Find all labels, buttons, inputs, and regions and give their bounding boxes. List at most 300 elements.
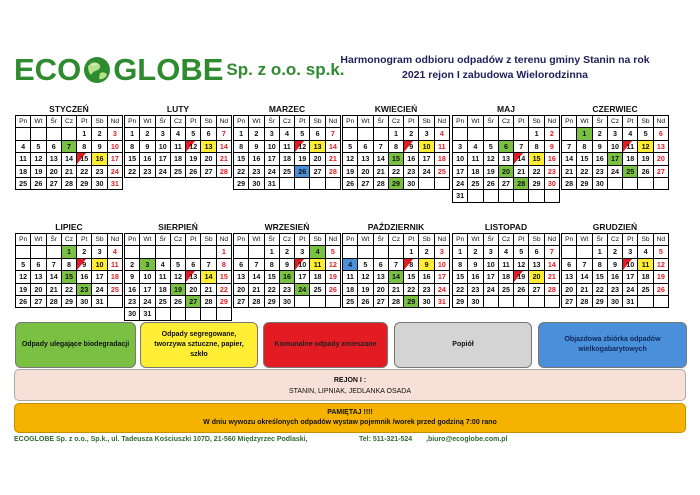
calendar-day: 13 bbox=[499, 153, 514, 165]
weekday-header: Nd bbox=[435, 234, 450, 246]
month-calendar bbox=[124, 221, 232, 321]
calendar-day: 17 bbox=[156, 153, 171, 165]
weekday-header: Śr bbox=[265, 234, 280, 246]
calendar-day: 27 bbox=[186, 296, 201, 308]
month-grid bbox=[233, 115, 341, 190]
calendar-day: 28 bbox=[514, 178, 529, 190]
footer-phone: Tel: 511-321-524 bbox=[359, 436, 413, 443]
weekday-header: Pt bbox=[77, 116, 92, 128]
calendar-day: 24 bbox=[435, 284, 450, 296]
empty-day bbox=[47, 246, 62, 258]
calendar-day: 17 bbox=[453, 166, 468, 178]
calendar-day: 16 bbox=[280, 271, 295, 283]
footer-email: ,biuro@ecoglobe.com.pl bbox=[426, 436, 508, 443]
weekday-header: Pn bbox=[343, 116, 358, 128]
weekday-header: Nd bbox=[326, 234, 341, 246]
calendar-day: 10 bbox=[453, 153, 468, 165]
weekday-header: Cz bbox=[171, 116, 186, 128]
empty-day bbox=[453, 128, 468, 140]
calendar-day: 22 bbox=[577, 166, 592, 178]
calendar-day: 24 bbox=[608, 166, 623, 178]
weekday-header: Sb bbox=[529, 116, 544, 128]
calendar-day: 19 bbox=[186, 153, 201, 165]
calendar-day: 9 bbox=[419, 259, 434, 271]
month-name: LUTY bbox=[166, 104, 190, 114]
calendar-day: 15 bbox=[389, 153, 404, 165]
month-name: MAJ bbox=[497, 104, 515, 114]
calendar-day: 1 bbox=[453, 246, 468, 258]
calendar-day: 3 bbox=[265, 128, 280, 140]
calendar-day: 25 bbox=[156, 296, 171, 308]
calendar-day: 19 bbox=[171, 284, 186, 296]
month-name: GRUDZIEŃ bbox=[592, 222, 638, 232]
calendar-day: 26 bbox=[171, 296, 186, 308]
calendar-day: 20 bbox=[186, 284, 201, 296]
calendar-day: 4 bbox=[499, 246, 514, 258]
calendar-day: 11 bbox=[310, 259, 325, 271]
calendar-day: 30 bbox=[419, 296, 434, 308]
calendar-day: 18 bbox=[156, 284, 171, 296]
calendar-day: 23 bbox=[125, 296, 140, 308]
calendar-day: 2 bbox=[92, 128, 107, 140]
empty-day bbox=[468, 190, 483, 202]
calendar-day: 25 bbox=[310, 284, 325, 296]
empty-day bbox=[514, 296, 529, 308]
calendar-day: 8 bbox=[62, 259, 77, 271]
calendar-day: 23 bbox=[545, 166, 560, 178]
empty-day bbox=[419, 178, 434, 190]
calendar-day: 25 bbox=[108, 284, 123, 296]
calendar-day: 25 bbox=[623, 166, 638, 178]
calendar-day: 8 bbox=[77, 141, 92, 153]
calendar-day: 29 bbox=[529, 178, 544, 190]
calendar-day: 8 bbox=[404, 259, 419, 271]
calendar-day: 4 bbox=[108, 246, 123, 258]
calendar-day: 18 bbox=[623, 153, 638, 165]
weekday-header: Pn bbox=[234, 116, 249, 128]
empty-day bbox=[529, 296, 544, 308]
calendar-day: 16 bbox=[249, 153, 264, 165]
calendar-day: 13 bbox=[234, 271, 249, 283]
calendar-day: 15 bbox=[125, 153, 140, 165]
weekday-header: Pn bbox=[16, 116, 31, 128]
empty-day bbox=[468, 128, 483, 140]
calendar-day: 3 bbox=[156, 128, 171, 140]
calendar-day: 7 bbox=[389, 259, 404, 271]
weekday-header: Nd bbox=[654, 116, 669, 128]
calendar-day: 6 bbox=[499, 141, 514, 153]
calendar-day: 22 bbox=[593, 284, 608, 296]
calendar-day: 14 bbox=[545, 259, 560, 271]
month-grid bbox=[233, 233, 341, 308]
calendar-day: 15 bbox=[404, 271, 419, 283]
calendar-day: 20 bbox=[201, 153, 216, 165]
calendar-day: 18 bbox=[171, 153, 186, 165]
logo-brand-left: ECO bbox=[14, 52, 82, 87]
calendar-day: 13 bbox=[31, 271, 46, 283]
weekday-header: Pn bbox=[16, 234, 31, 246]
calendar-day: 2 bbox=[545, 128, 560, 140]
weekday-header: Pt bbox=[295, 234, 310, 246]
weekday-header: Pn bbox=[453, 116, 468, 128]
calendar-day: 17 bbox=[623, 271, 638, 283]
calendar-day: 11 bbox=[468, 153, 483, 165]
calendar-day: 1 bbox=[77, 128, 92, 140]
calendar-day: 7 bbox=[62, 141, 77, 153]
weekday-header: Śr bbox=[484, 234, 499, 246]
calendar-day: 26 bbox=[326, 284, 341, 296]
calendar-day: 4 bbox=[280, 128, 295, 140]
month-calendar bbox=[124, 103, 232, 178]
calendar-day: 28 bbox=[62, 178, 77, 190]
month-calendar bbox=[342, 103, 450, 190]
calendar-day: 27 bbox=[374, 296, 389, 308]
calendar-day: 9 bbox=[404, 141, 419, 153]
empty-day bbox=[484, 296, 499, 308]
calendar-day: 2 bbox=[608, 246, 623, 258]
calendar-day: 10 bbox=[140, 271, 155, 283]
weekday-header: Cz bbox=[499, 234, 514, 246]
weekday-header: Sb bbox=[92, 234, 107, 246]
calendar-day: 12 bbox=[295, 141, 310, 153]
calendar-day: 2 bbox=[404, 128, 419, 140]
calendar-day: 21 bbox=[47, 284, 62, 296]
calendar-day: 24 bbox=[623, 284, 638, 296]
calendar-day: 16 bbox=[404, 153, 419, 165]
calendar-day: 29 bbox=[404, 296, 419, 308]
weekday-header: Cz bbox=[280, 234, 295, 246]
calendar-day: 18 bbox=[310, 271, 325, 283]
month-calendar bbox=[342, 221, 450, 308]
calendar-day: 6 bbox=[186, 259, 201, 271]
month-grid bbox=[452, 115, 560, 203]
calendar-day: 23 bbox=[419, 284, 434, 296]
calendar-day: 7 bbox=[249, 259, 264, 271]
calendar-day: 18 bbox=[16, 166, 31, 178]
weekday-header: Cz bbox=[171, 234, 186, 246]
weekday-header: Sb bbox=[310, 116, 325, 128]
calendar-day: 26 bbox=[638, 166, 653, 178]
calendar-day: 7 bbox=[577, 259, 592, 271]
empty-day bbox=[186, 246, 201, 258]
weekday-header: Pt bbox=[514, 116, 529, 128]
calendar-day: 18 bbox=[280, 153, 295, 165]
empty-day bbox=[249, 246, 264, 258]
calendar-day: 25 bbox=[171, 166, 186, 178]
calendar-day: 7 bbox=[514, 141, 529, 153]
empty-day bbox=[545, 296, 560, 308]
weekday-header: Wt bbox=[249, 116, 264, 128]
month-grid bbox=[452, 233, 560, 308]
calendar-day: 17 bbox=[484, 271, 499, 283]
month-grid bbox=[124, 115, 232, 178]
calendar-day: 30 bbox=[249, 178, 264, 190]
month-name: STYCZEŃ bbox=[49, 104, 89, 114]
calendar-day: 2 bbox=[593, 128, 608, 140]
empty-day bbox=[108, 296, 123, 308]
calendar-day: 4 bbox=[171, 128, 186, 140]
calendar-day: 15 bbox=[453, 271, 468, 283]
calendar-day: 6 bbox=[47, 141, 62, 153]
weekday-header: Śr bbox=[484, 116, 499, 128]
calendar-day: 10 bbox=[484, 259, 499, 271]
calendar-day: 12 bbox=[638, 141, 653, 153]
calendar-day: 30 bbox=[280, 296, 295, 308]
calendar-day: 13 bbox=[47, 153, 62, 165]
calendar-day: 16 bbox=[140, 153, 155, 165]
weekday-header: Śr bbox=[593, 234, 608, 246]
calendar-day: 5 bbox=[514, 246, 529, 258]
calendar-day: 5 bbox=[16, 259, 31, 271]
calendar-day: 2 bbox=[140, 128, 155, 140]
calendar-day: 14 bbox=[62, 153, 77, 165]
calendar-day: 26 bbox=[654, 284, 669, 296]
legend-item: Komunalne odpady zmieszane bbox=[263, 322, 388, 368]
empty-day bbox=[343, 246, 358, 258]
calendar-day: 13 bbox=[310, 141, 325, 153]
calendar-day: 25 bbox=[280, 166, 295, 178]
calendar-day: 3 bbox=[108, 128, 123, 140]
calendar-day: 1 bbox=[389, 128, 404, 140]
calendar-day: 28 bbox=[217, 166, 232, 178]
calendar-day: 23 bbox=[593, 166, 608, 178]
calendar-day: 24 bbox=[295, 284, 310, 296]
calendar-day: 5 bbox=[343, 141, 358, 153]
weekday-header: Śr bbox=[374, 116, 389, 128]
empty-day bbox=[156, 308, 171, 320]
calendar-day: 11 bbox=[156, 271, 171, 283]
calendar-day: 4 bbox=[623, 128, 638, 140]
calendar-day: 21 bbox=[249, 284, 264, 296]
calendar-day: 1 bbox=[265, 246, 280, 258]
weekday-header: Nd bbox=[217, 234, 232, 246]
calendar-day: 1 bbox=[593, 246, 608, 258]
calendar-day: 27 bbox=[654, 166, 669, 178]
weekday-header: Pt bbox=[77, 234, 92, 246]
calendar-day: 6 bbox=[529, 246, 544, 258]
empty-day bbox=[545, 190, 560, 202]
calendar-day: 27 bbox=[234, 296, 249, 308]
calendar-day: 21 bbox=[389, 284, 404, 296]
calendar-day: 18 bbox=[343, 284, 358, 296]
month-grid bbox=[342, 115, 450, 190]
calendar-day: 26 bbox=[186, 166, 201, 178]
weekday-header: Pn bbox=[562, 234, 577, 246]
legend-item: Popiół bbox=[394, 322, 532, 368]
calendar-day: 4 bbox=[435, 128, 450, 140]
calendar-day: 22 bbox=[77, 166, 92, 178]
calendar-day: 3 bbox=[623, 246, 638, 258]
calendar-day: 16 bbox=[77, 271, 92, 283]
calendar-day: 30 bbox=[608, 296, 623, 308]
weekday-header: Pt bbox=[514, 234, 529, 246]
calendar-day: 24 bbox=[453, 178, 468, 190]
rejon-places: STANIN, LIPNIAK, JEDLANKA OSADA bbox=[288, 388, 412, 395]
reminder-title: PAMIĘTAJ !!!! bbox=[327, 409, 373, 416]
calendar-day: 21 bbox=[545, 271, 560, 283]
calendar-day: 31 bbox=[108, 178, 123, 190]
empty-day bbox=[529, 190, 544, 202]
calendar-day: 11 bbox=[108, 259, 123, 271]
calendar-day: 21 bbox=[62, 166, 77, 178]
calendar-day: 3 bbox=[484, 246, 499, 258]
logo-brand-right: GLOBE bbox=[113, 52, 224, 87]
calendar-day: 2 bbox=[468, 246, 483, 258]
calendar-day: 8 bbox=[125, 141, 140, 153]
calendar-day: 23 bbox=[608, 284, 623, 296]
calendar-day: 9 bbox=[125, 271, 140, 283]
calendar-day: 27 bbox=[358, 178, 373, 190]
month-calendar bbox=[452, 221, 560, 308]
calendar-day: 8 bbox=[389, 141, 404, 153]
empty-day bbox=[310, 296, 325, 308]
calendar-day: 6 bbox=[310, 128, 325, 140]
calendar-day: 15 bbox=[217, 271, 232, 283]
calendar-day: 3 bbox=[435, 246, 450, 258]
calendar-day: 26 bbox=[295, 166, 310, 178]
calendar-day: 18 bbox=[468, 166, 483, 178]
calendar-day: 18 bbox=[499, 271, 514, 283]
calendar-day: 5 bbox=[171, 259, 186, 271]
calendar-day: 17 bbox=[435, 271, 450, 283]
calendar-day: 4 bbox=[343, 259, 358, 271]
calendar-day: 27 bbox=[562, 296, 577, 308]
weekday-header: Wt bbox=[31, 116, 46, 128]
calendar-day: 25 bbox=[343, 296, 358, 308]
empty-day bbox=[295, 296, 310, 308]
calendar-day: 24 bbox=[156, 166, 171, 178]
calendar-day: 29 bbox=[234, 178, 249, 190]
weekday-header: Wt bbox=[140, 116, 155, 128]
weekday-header: Cz bbox=[608, 116, 623, 128]
empty-day bbox=[623, 178, 638, 190]
calendar-day: 19 bbox=[31, 166, 46, 178]
calendar-day: 11 bbox=[16, 153, 31, 165]
month-name: PAŹDZIERNIK bbox=[367, 222, 425, 232]
weekday-header: Śr bbox=[47, 234, 62, 246]
weekday-header: Pn bbox=[125, 234, 140, 246]
month-calendar bbox=[233, 221, 341, 308]
calendar-day: 22 bbox=[453, 284, 468, 296]
empty-day bbox=[435, 178, 450, 190]
calendar-day: 27 bbox=[47, 178, 62, 190]
calendar-day: 5 bbox=[295, 128, 310, 140]
calendar-day: 18 bbox=[435, 153, 450, 165]
empty-day bbox=[654, 178, 669, 190]
calendar-day: 1 bbox=[217, 246, 232, 258]
calendar-day: 15 bbox=[234, 153, 249, 165]
weekday-header: Pt bbox=[623, 116, 638, 128]
calendar-day: 5 bbox=[186, 128, 201, 140]
reminder-text: W dniu wywozu określonych odpadów wystaw pojemnik /worek przed godziną 7:00 rano bbox=[203, 419, 497, 426]
weekday-header: Cz bbox=[608, 234, 623, 246]
weekday-header: Cz bbox=[280, 116, 295, 128]
weekday-header: Pt bbox=[186, 234, 201, 246]
calendar-day: 17 bbox=[295, 271, 310, 283]
rejon-title: REJON I : bbox=[333, 377, 367, 384]
weekday-header: Nd bbox=[654, 234, 669, 246]
calendar-day: 5 bbox=[358, 259, 373, 271]
calendar-day: 16 bbox=[468, 271, 483, 283]
calendar-day: 17 bbox=[92, 271, 107, 283]
calendar-day: 26 bbox=[358, 296, 373, 308]
weekday-header: Sb bbox=[201, 116, 216, 128]
calendar-day: 25 bbox=[468, 178, 483, 190]
weekday-header: Sb bbox=[529, 234, 544, 246]
empty-day bbox=[280, 178, 295, 190]
calendar-day: 14 bbox=[201, 271, 216, 283]
calendar-day: 13 bbox=[529, 259, 544, 271]
calendar-day: 29 bbox=[265, 296, 280, 308]
calendar-day: 29 bbox=[453, 296, 468, 308]
weekday-header: Pt bbox=[623, 234, 638, 246]
calendar-day: 25 bbox=[499, 284, 514, 296]
calendar-day: 31 bbox=[265, 178, 280, 190]
empty-day bbox=[125, 246, 140, 258]
rejon-box bbox=[14, 369, 686, 401]
month-grid bbox=[342, 233, 450, 308]
empty-day bbox=[201, 308, 216, 320]
calendar-day: 22 bbox=[265, 284, 280, 296]
calendar-day: 12 bbox=[484, 153, 499, 165]
calendar-day: 23 bbox=[77, 284, 92, 296]
weekday-header: Sb bbox=[310, 234, 325, 246]
calendar-day: 25 bbox=[435, 166, 450, 178]
calendar-day: 9 bbox=[249, 141, 264, 153]
calendar-day: 9 bbox=[468, 259, 483, 271]
weekday-header: Wt bbox=[358, 234, 373, 246]
calendar-day: 17 bbox=[108, 153, 123, 165]
calendar-day: 22 bbox=[404, 284, 419, 296]
month-grid bbox=[561, 115, 669, 190]
calendar-day: 17 bbox=[140, 284, 155, 296]
calendar-day: 21 bbox=[577, 284, 592, 296]
empty-day bbox=[499, 190, 514, 202]
calendar-day: 1 bbox=[577, 128, 592, 140]
calendar-day: 25 bbox=[638, 284, 653, 296]
weekday-header: Sb bbox=[92, 116, 107, 128]
calendar-day: 28 bbox=[374, 178, 389, 190]
empty-day bbox=[638, 178, 653, 190]
calendar-day: 13 bbox=[186, 271, 201, 283]
calendar-day: 15 bbox=[265, 271, 280, 283]
calendar-day: 21 bbox=[326, 153, 341, 165]
empty-day bbox=[31, 128, 46, 140]
calendar-day: 19 bbox=[514, 271, 529, 283]
calendar-day: 4 bbox=[468, 141, 483, 153]
calendar-day: 12 bbox=[171, 271, 186, 283]
calendar-day: 23 bbox=[140, 166, 155, 178]
weekday-header: Cz bbox=[389, 116, 404, 128]
weekday-header: Pt bbox=[404, 116, 419, 128]
calendar-day: 12 bbox=[31, 153, 46, 165]
calendar-day: 30 bbox=[125, 308, 140, 320]
calendar-day: 7 bbox=[562, 141, 577, 153]
calendar-day: 19 bbox=[295, 153, 310, 165]
calendar-day: 22 bbox=[389, 166, 404, 178]
weekday-header: Wt bbox=[140, 234, 155, 246]
calendar-day: 3 bbox=[453, 141, 468, 153]
calendar-day: 14 bbox=[249, 271, 264, 283]
weekday-header: Pn bbox=[562, 116, 577, 128]
calendar-day: 8 bbox=[234, 141, 249, 153]
calendar-day: 20 bbox=[47, 166, 62, 178]
calendar-day: 10 bbox=[419, 141, 434, 153]
calendar-day: 21 bbox=[562, 166, 577, 178]
calendar-day: 7 bbox=[374, 141, 389, 153]
calendar-day: 1 bbox=[62, 246, 77, 258]
empty-day bbox=[186, 308, 201, 320]
